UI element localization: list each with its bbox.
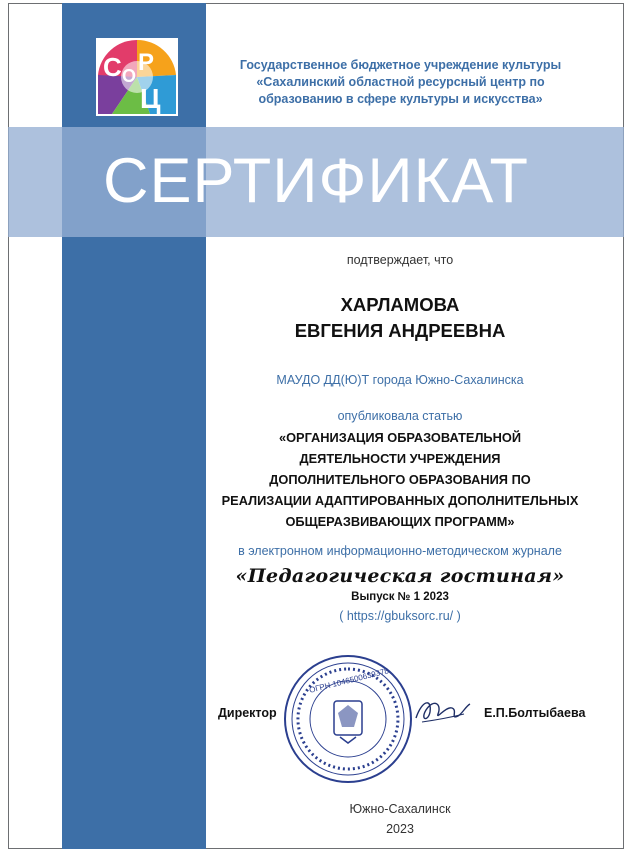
footer-year: 2023 xyxy=(386,822,414,836)
svg-text:С: С xyxy=(103,52,122,82)
svg-text:О: О xyxy=(122,66,137,86)
svg-text:Р: Р xyxy=(138,49,155,76)
website-link[interactable]: ( https://gbuksorc.ru/ ) xyxy=(339,609,461,623)
journal-name: «Педагогическая гостиная» xyxy=(235,565,565,587)
article-line-2: ДЕЯТЕЛЬНОСТИ УЧРЕЖДЕНИЯ xyxy=(299,451,501,466)
article-line-3: ДОПОЛНИТЕЛЬНОГО ОБРАЗОВАНИЯ ПО xyxy=(269,472,531,487)
institution: МАУДО ДД(Ю)Т города Южно-Сахалинска xyxy=(276,373,524,387)
article-title xyxy=(200,427,600,532)
recipient-given-names: ЕВГЕНИЯ АНДРЕЕВНА xyxy=(294,320,506,341)
footer xyxy=(200,799,600,839)
published-text: опубликовала статью xyxy=(337,409,463,423)
organization-name xyxy=(218,57,583,108)
director-label: Директор xyxy=(218,706,277,720)
article-line-1: «ОРГАНИЗАЦИЯ ОБРАЗОВАТЕЛЬНОЙ xyxy=(278,430,522,445)
org-line-1: Государственное бюджетное учреждение культуры xyxy=(239,58,562,72)
signature-scribble xyxy=(412,694,472,728)
logo-graphic xyxy=(98,40,176,114)
official-stamp xyxy=(282,653,414,790)
article-line-4: РЕАЛИЗАЦИИ АДАПТИРОВАННЫХ ДОПОЛНИТЕЛЬНЫХ xyxy=(221,493,579,508)
logo xyxy=(96,38,178,116)
confirms-text: подтверждает, что xyxy=(346,253,454,267)
stamp-graphic xyxy=(282,653,414,785)
journal-intro: в электронном информационно-методическом журнале xyxy=(238,544,562,558)
director-signature xyxy=(412,694,472,733)
footer-city: Южно-Сахалинск xyxy=(349,802,451,816)
org-line-2: «Сахалинский областной ресурсный центр по xyxy=(256,75,545,89)
article-line-5: ОБЩЕРАЗВИВАЮЩИХ ПРОГРАММ» xyxy=(285,514,515,529)
recipient-name xyxy=(200,292,600,344)
stamp-ogrn: ОГРН 1046500639378 xyxy=(308,666,390,695)
director-name: Е.П.Болтыбаева xyxy=(484,706,586,720)
svg-text:Ц: Ц xyxy=(140,83,161,114)
certificate-title: СЕРТИФИКАТ xyxy=(103,146,529,216)
org-line-3: образованию в сфере культуры и искусства» xyxy=(258,92,543,106)
issue-number: Выпуск № 1 2023 xyxy=(351,591,449,603)
recipient-surname: ХАРЛАМОВА xyxy=(340,294,460,315)
